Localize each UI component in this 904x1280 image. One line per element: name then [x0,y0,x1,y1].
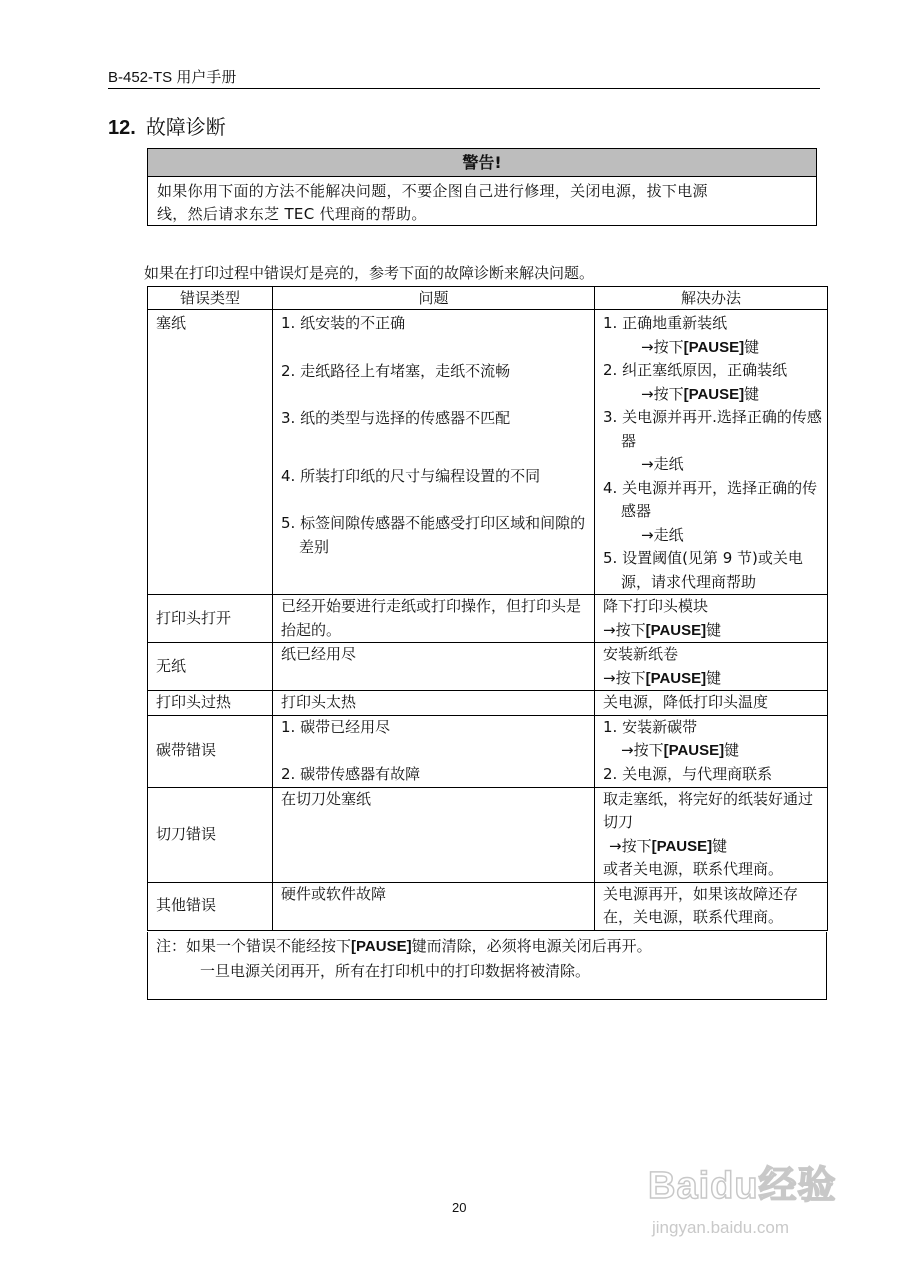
solution-cell [595,787,828,882]
problem-cell: 在切刀处塞纸 [273,787,595,882]
error-type: 塞纸 [148,310,273,595]
solution-step: →按下[PAUSE]键 [641,337,760,356]
problem-cell [273,715,595,787]
error-type: 打印头过热 [148,691,273,716]
note-box [147,932,827,1000]
problem-item: 4. 所装打印纸的尺寸与编程设置的不同 [281,466,541,485]
solution-cell: 关电源再开，如果该故障还存在，关电源，联系代理商。 [595,882,828,930]
section-title: 故障诊断 [145,115,226,139]
problem-item: 1. 碳带已经用尽 [281,717,391,736]
warning-line: 如果你用下面的方法不能解决问题，不要企图自己进行修理，关闭电源，拔下电源 [157,182,708,200]
running-header: B-452-TS 用户手册 [108,69,237,86]
table-row [148,715,828,787]
col-header-problem: 问题 [273,287,595,310]
troubleshooting-table [147,286,828,931]
table-row [148,882,828,930]
solution-cell [595,643,828,691]
solution-step: →按下[PAUSE]键 [603,620,722,639]
solution-text: 或者关电源，联系代理商。 [603,860,784,878]
solution-item: 1. 安装新碳带 [603,717,698,736]
problem-item: 1. 纸安装的不正确 [281,314,406,332]
error-type: 碳带错误 [148,715,273,787]
solution-item: 2. 关电源，与代理商联系 [603,764,773,783]
watermark-url: jingyan.baidu.com [652,1218,790,1237]
solution-item: 1. 正确地重新装纸 [603,314,728,332]
problem-cell [273,310,595,595]
table-row [148,787,828,882]
table-header-row [148,287,828,310]
solution-text: 安装新纸卷 [603,645,679,663]
solution-item: 3. 关电源并再开.选择正确的传感器 [603,408,822,450]
solution-step: →走纸 [641,455,684,473]
table-row [148,310,828,595]
table-row [148,595,828,643]
note-line: 一旦电源关闭再开，所有在打印机中的打印数据将被清除。 [200,962,591,980]
error-type: 打印头打开 [148,595,273,643]
baidu-watermark [640,1150,850,1250]
problem-cell: 打印头太热 [273,691,595,716]
problem-cell: 纸已经用尽 [273,643,595,691]
error-type: 无纸 [148,643,273,691]
note-line: 注：如果一个错误不能经按下[PAUSE]键而清除，必须将电源关闭后再开。 [156,937,652,955]
solution-step: →走纸 [641,525,684,544]
table-row [148,691,828,716]
problem-cell: 硬件或软件故障 [273,882,595,930]
solution-step: →按下[PAUSE]键 [609,836,728,855]
table-row [148,643,828,691]
solution-step: →按下[PAUSE]键 [603,668,722,687]
problem-item: 2. 碳带传感器有故障 [281,765,421,783]
intro-text: 如果在打印过程中错误灯是亮的，参考下面的故障诊断来解决问题。 [144,264,595,282]
watermark-logo: Baidu经验 [648,1165,837,1207]
header-rule [108,88,820,89]
solution-item: 5. 设置阈值(见第 9 节)或关电源，请求代理商帮助 [603,549,803,591]
solution-text: 降下打印头模块 [603,597,709,615]
problem-item: 3. 纸的类型与选择的传感器不匹配 [281,409,511,427]
col-header-type: 错误类型 [148,287,273,310]
solution-cell [595,310,828,595]
solution-text: 取走塞纸，将完好的纸装好通过切刀 [603,789,814,831]
solution-cell [595,715,828,787]
section-heading [108,111,226,140]
warning-text [148,177,816,226]
warning-title: 警告! [148,149,816,177]
problem-item: 2. 走纸路径上有堵塞，走纸不流畅 [281,361,511,380]
col-header-solution: 解决办法 [595,287,828,310]
problem-cell: 已经开始要进行走纸或打印操作，但打印头是抬起的。 [273,595,595,643]
solution-item: 4. 关电源并再开，选择正确的传感器 [603,478,818,520]
warning-box [147,148,817,226]
page-number: 20 [452,1200,467,1215]
problem-item: 5. 标签间隙传感器不能感受打印区域和间隙的差别 [281,514,586,556]
section-number: 12. [108,117,136,139]
error-type: 其他错误 [148,882,273,930]
solution-step: →按下[PAUSE]键 [641,384,760,403]
solution-item: 2. 纠正塞纸原因，正确装纸 [603,361,788,379]
warning-line: 线，然后请求东芝 TEC 代理商的帮助。 [157,205,427,223]
solution-step: →按下[PAUSE]键 [621,741,740,759]
solution-cell [595,595,828,643]
error-type: 切刀错误 [148,787,273,882]
solution-cell: 关电源，降低打印头温度 [595,691,828,716]
